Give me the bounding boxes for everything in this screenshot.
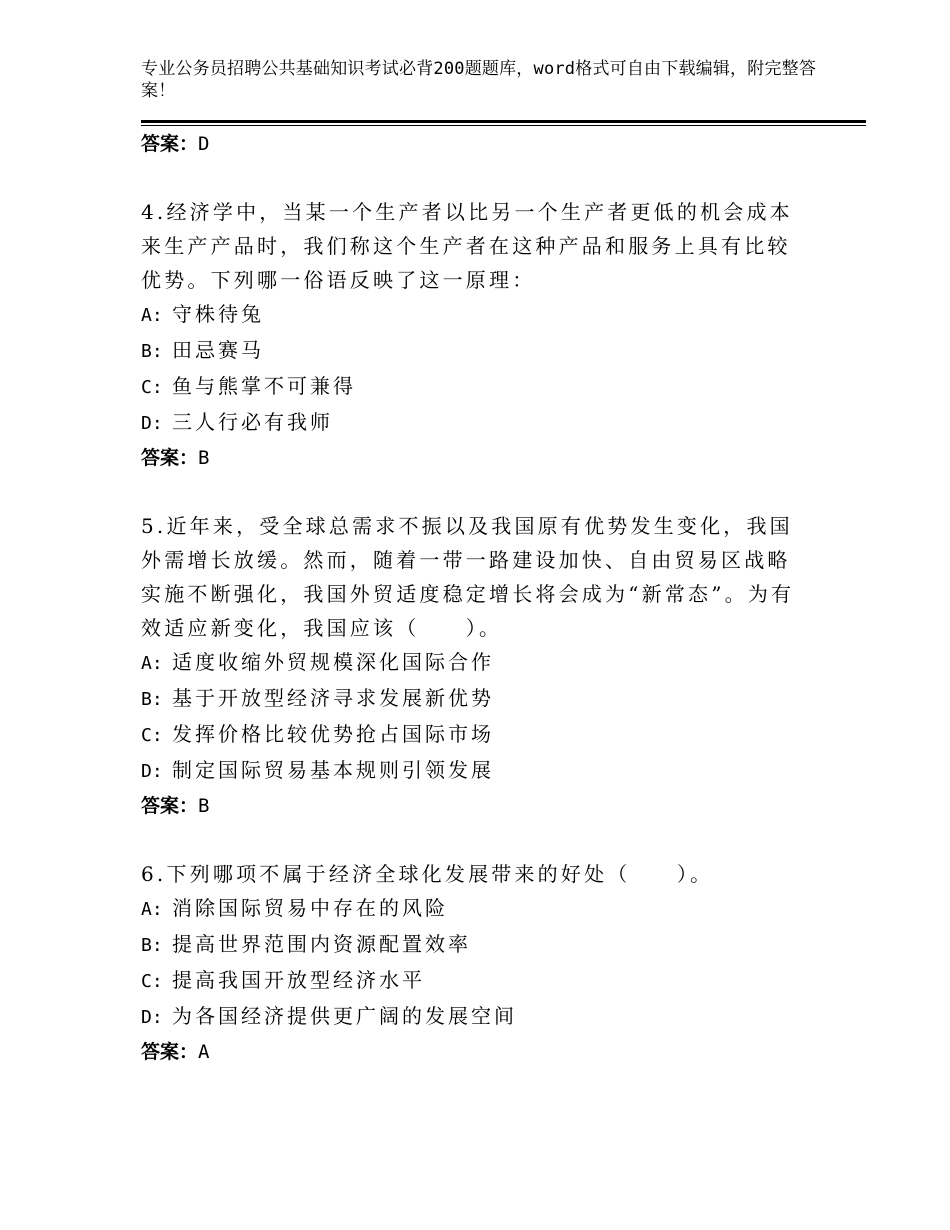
option-key: B: bbox=[141, 935, 163, 956]
answer-value: B bbox=[198, 795, 210, 817]
option-text: 田忌赛马 bbox=[172, 338, 265, 362]
option-key: D: bbox=[141, 1007, 163, 1028]
option-text: 守株待兔 bbox=[172, 302, 265, 326]
option-d bbox=[141, 405, 801, 441]
question-5 bbox=[141, 509, 801, 823]
option-key: C: bbox=[141, 971, 163, 992]
option-a bbox=[141, 891, 801, 927]
question-text: 4.经济学中，当某一个生产者以比另一个生产者更低的机会成本来生产产品时，我们称这个生产者在这种产品和服务上具有比较优势。下列哪一俗语反映了这一原理： bbox=[141, 200, 793, 292]
option-text: 基于开放型经济寻求发展新优势 bbox=[172, 686, 495, 710]
option-text: 消除国际贸易中存在的风险 bbox=[172, 896, 449, 920]
question-4 bbox=[141, 195, 801, 475]
option-key: B: bbox=[141, 689, 163, 710]
question-content bbox=[141, 127, 801, 1069]
option-d bbox=[141, 999, 801, 1035]
option-text: 鱼与熊掌不可兼得 bbox=[172, 374, 357, 398]
answer-value: A bbox=[198, 1041, 210, 1063]
option-key: D: bbox=[141, 761, 163, 782]
question-6 bbox=[141, 857, 801, 1069]
header-rule-thick bbox=[141, 120, 866, 123]
answer-label: 答案： bbox=[141, 1041, 199, 1063]
answer-label: 答案： bbox=[141, 447, 199, 469]
answer-line bbox=[141, 441, 801, 475]
option-text: 提高我国开放型经济水平 bbox=[172, 968, 426, 992]
option-c bbox=[141, 369, 801, 405]
option-key: B: bbox=[141, 341, 163, 362]
option-b bbox=[141, 927, 801, 963]
option-key: A: bbox=[141, 305, 163, 326]
answer-value: B bbox=[198, 447, 210, 469]
answer-line bbox=[141, 127, 801, 161]
option-text: 适度收缩外贸规模深化国际合作 bbox=[172, 650, 495, 674]
answer-line bbox=[141, 1035, 801, 1069]
question-text: 6.下列哪项不属于经济全球化发展带来的好处（ ）。 bbox=[141, 862, 714, 886]
option-b bbox=[141, 333, 801, 369]
option-d bbox=[141, 753, 801, 789]
option-c bbox=[141, 717, 801, 753]
option-a bbox=[141, 297, 801, 333]
option-c bbox=[141, 963, 801, 999]
option-key: C: bbox=[141, 725, 163, 746]
option-key: D: bbox=[141, 413, 163, 434]
option-key: A: bbox=[141, 653, 163, 674]
option-text: 为各国经济提供更广阔的发展空间 bbox=[172, 1004, 518, 1028]
option-b bbox=[141, 681, 801, 717]
answer-line bbox=[141, 789, 801, 823]
option-a bbox=[141, 645, 801, 681]
header-rule-thin bbox=[141, 125, 866, 126]
document-header: 专业公务员招聘公共基础知识考试必背200题题库，word格式可自由下载编辑，附完整答案！ bbox=[141, 59, 817, 101]
option-key: C: bbox=[141, 377, 163, 398]
answer-value: D bbox=[198, 133, 210, 155]
option-text: 制定国际贸易基本规则引领发展 bbox=[172, 758, 495, 782]
option-text: 三人行必有我师 bbox=[172, 410, 334, 434]
answer-label: 答案： bbox=[141, 795, 199, 817]
question-text: 5.近年来，受全球总需求不振以及我国原有优势发生变化，我国外需增长放缓。然而，随着一带一路建设加快、自由贸易区战略实施不断强化，我国外贸适度稳定增长将会成为“新常态”。为有效适应新变化，我国应该（ ）。 bbox=[141, 514, 795, 640]
option-key: A: bbox=[141, 899, 163, 920]
option-text: 提高世界范围内资源配置效率 bbox=[172, 932, 472, 956]
option-text: 发挥价格比较优势抢占国际市场 bbox=[172, 722, 495, 746]
answer-label: 答案： bbox=[141, 133, 199, 155]
